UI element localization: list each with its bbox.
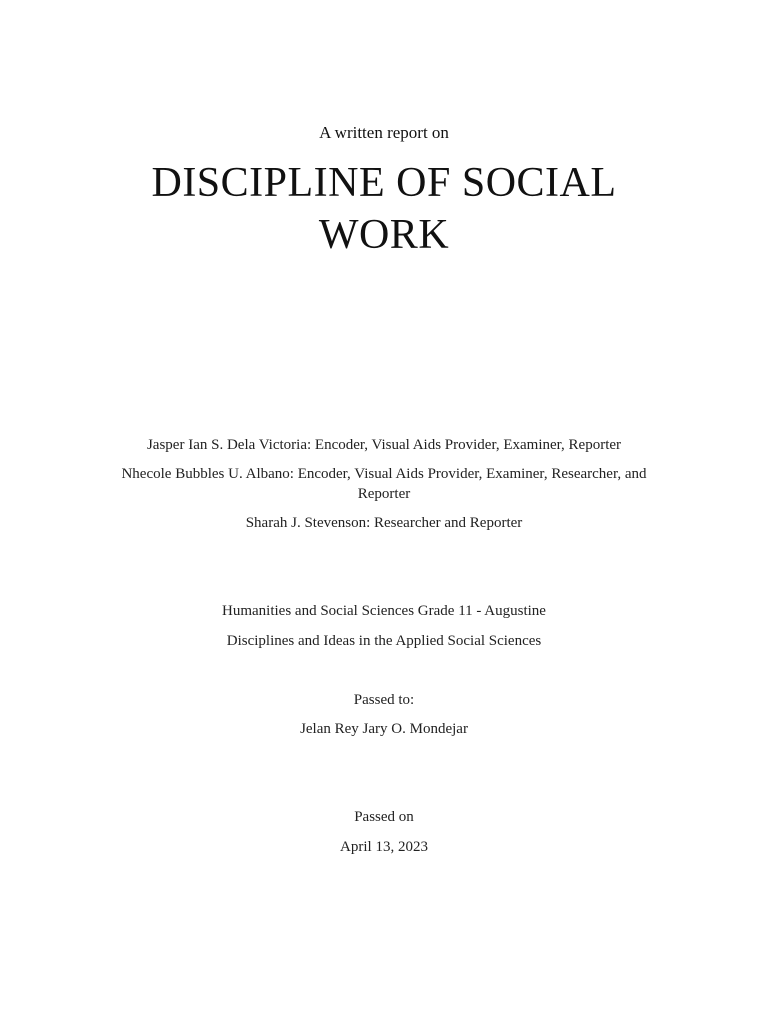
subject-name: Disciplines and Ideas in the Applied Social Sciences — [226, 633, 542, 649]
course-section: Humanities and Social Sciences Grade 11 - Augustine — [222, 603, 546, 619]
passed-on-label: Passed on — [354, 809, 414, 825]
member-item: Sharah J. Stevenson: Researcher and Reporter — [245, 515, 523, 531]
passed-to-label: Passed to: — [353, 692, 415, 708]
member-item: Jasper Ian S. Dela Victoria: Encoder, Visual Aids Provider, Examiner, Reporter — [146, 437, 622, 453]
member-item: Nhecole Bubbles U. Albano: Encoder, Visual Aids Provider, Examiner, Researcher, and Reporter — [121, 466, 647, 502]
report-title-line-2: WORK — [318, 212, 450, 258]
report-title-line-1: DISCIPLINE OF SOCIAL — [151, 160, 617, 206]
submission-date: April 13, 2023 — [340, 839, 428, 855]
member-list — [60, 435, 708, 542]
report-subtitle: A written report on — [319, 123, 449, 142]
report-title — [60, 157, 708, 261]
instructor-name: Jelan Rey Jary O. Mondejar — [300, 721, 468, 737]
